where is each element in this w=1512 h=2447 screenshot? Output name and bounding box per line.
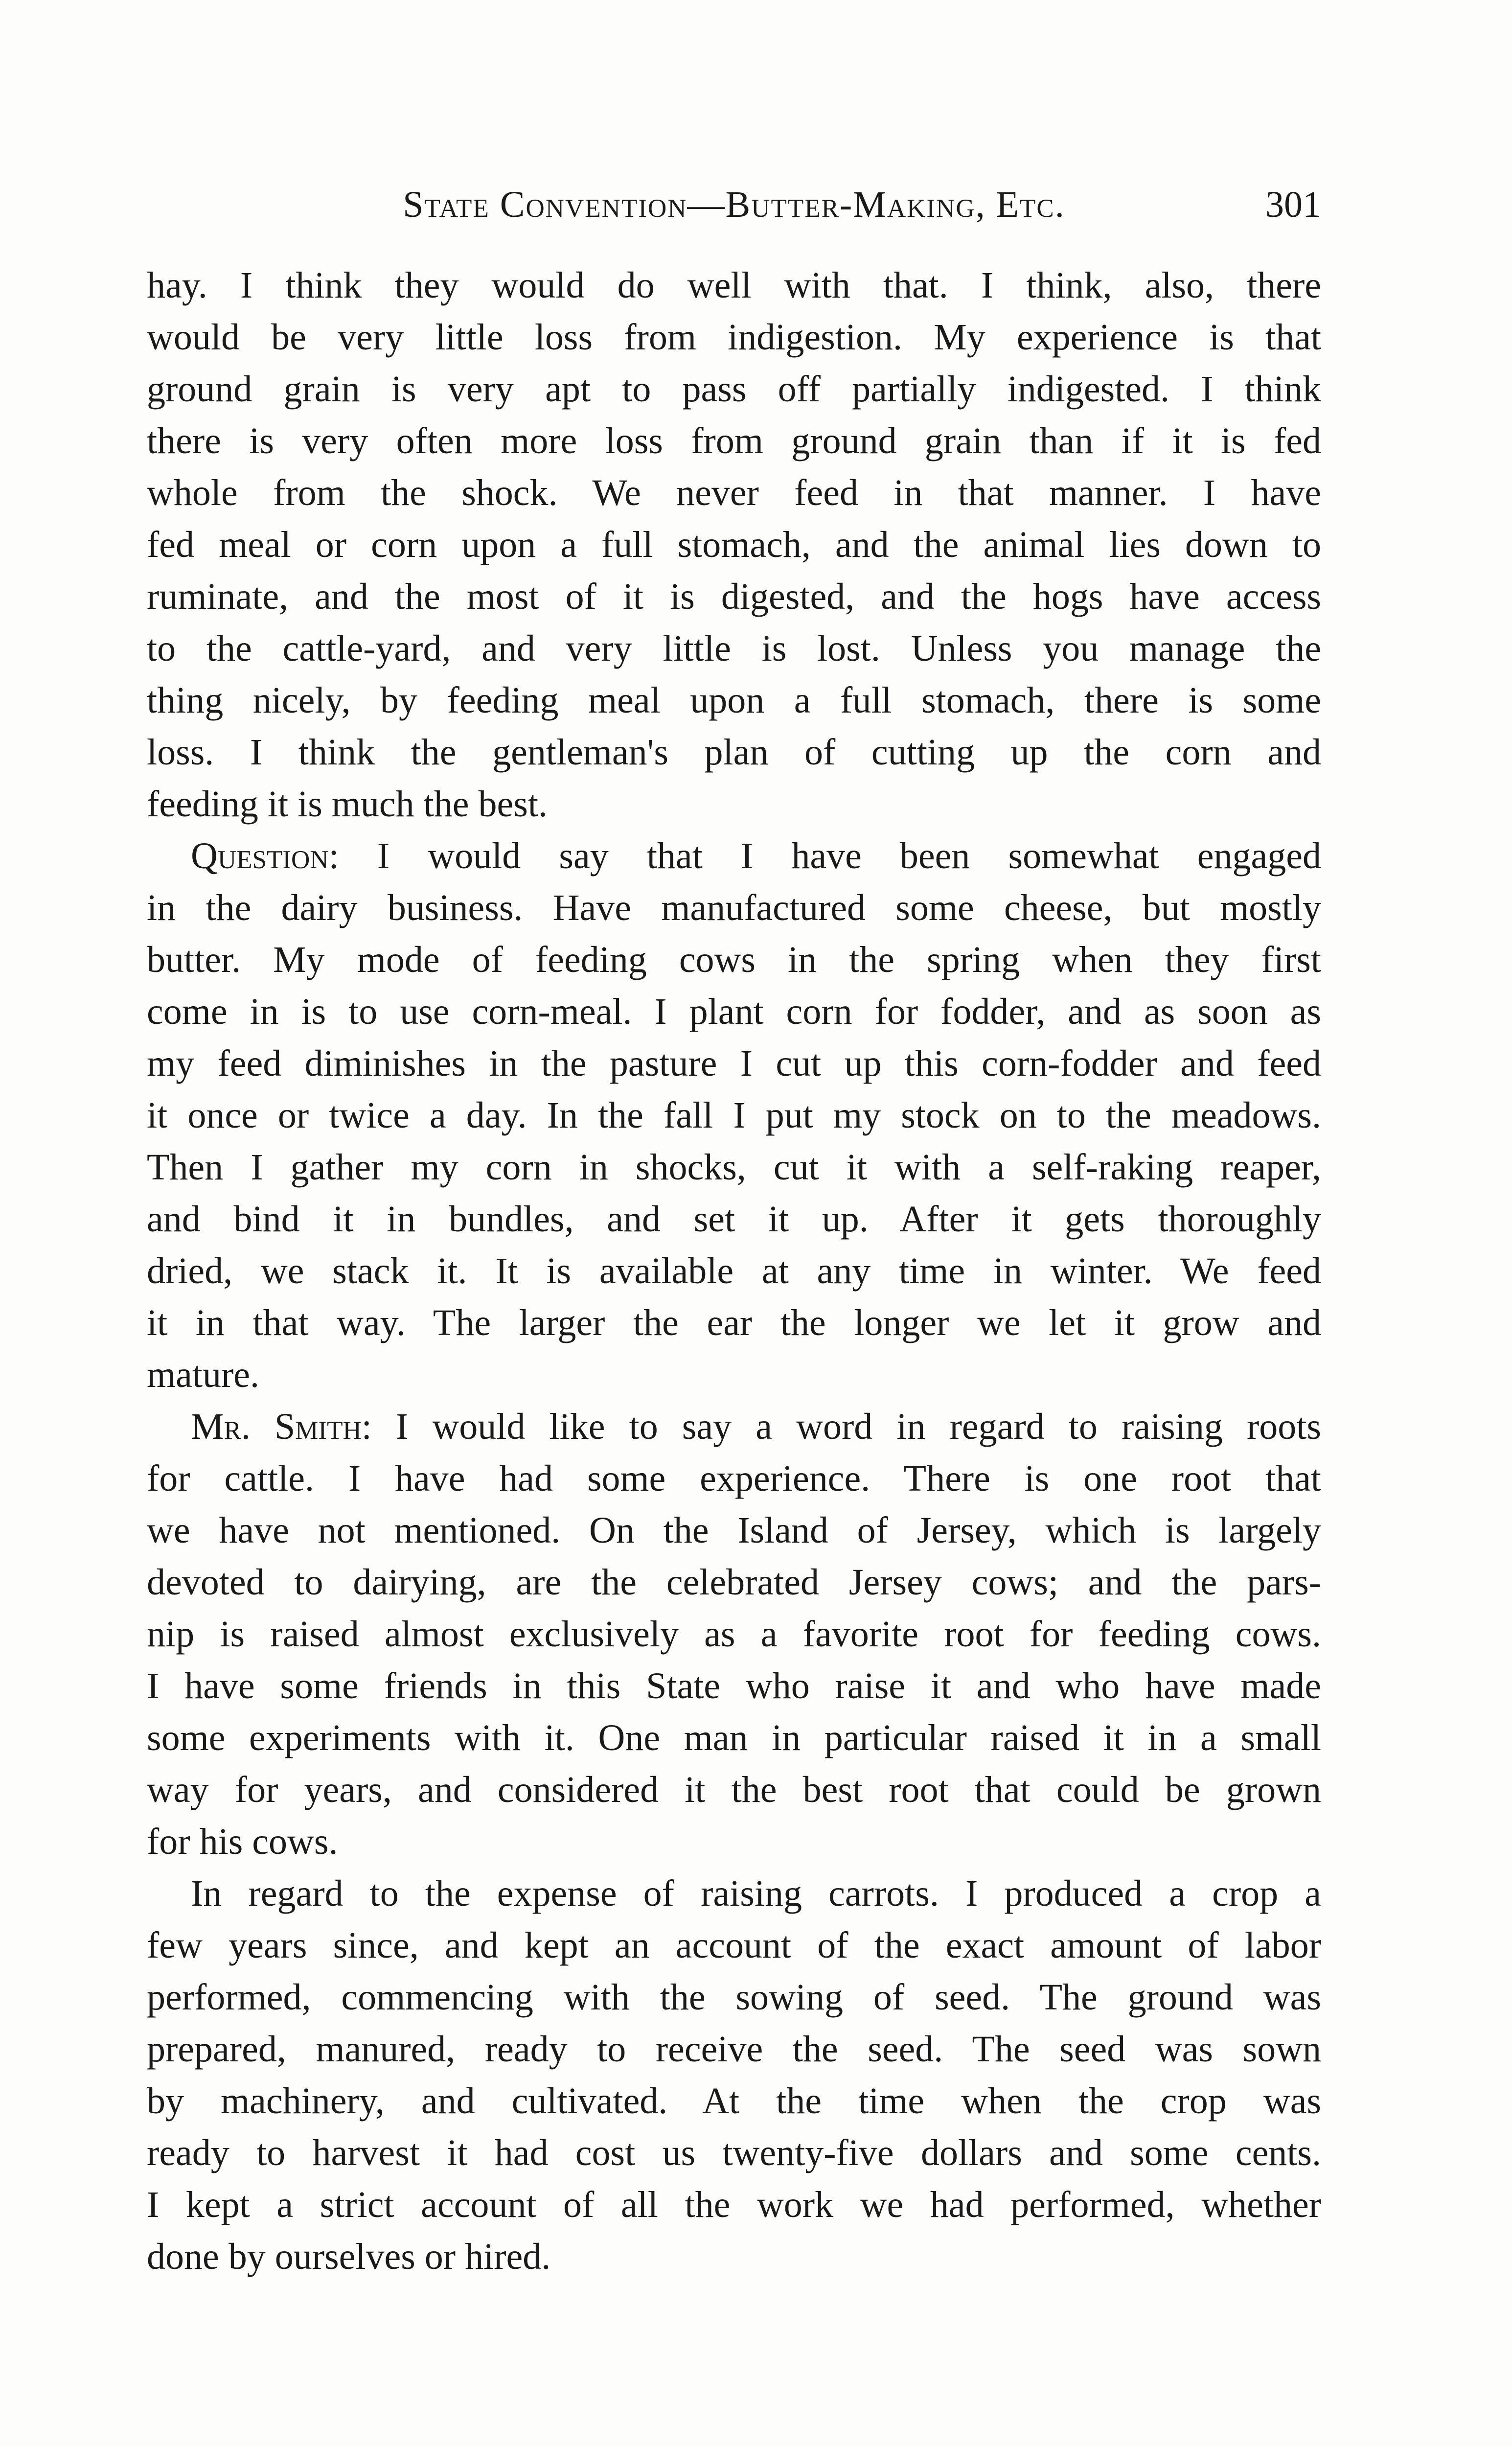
paragraph-3 — [147, 1401, 1321, 1868]
text-line: way for years, and considered it the best root that could be grown — [147, 1769, 1321, 1810]
paragraph-2 — [147, 830, 1321, 1401]
text-line: would be very little loss from indigestion. My experience is that — [147, 317, 1321, 358]
text-line: thing nicely, by feeding meal upon a full stomach, there is some — [147, 680, 1321, 721]
text-line: by machinery, and cultivated. At the time when the crop was — [147, 2080, 1321, 2122]
first-line-text: : I would like to say a word in regard to raising roots — [361, 1406, 1321, 1447]
text-line: to the cattle-yard, and very little is lost. Unless you manage the — [147, 628, 1321, 669]
text-line: performed, commencing with the sowing of seed. The ground was — [147, 1977, 1321, 2018]
text-line: In regard to the expense of raising carrots. I produced a crop a — [191, 1873, 1321, 1914]
text-line: butter. My mode of feeding cows in the spring when they first — [147, 939, 1321, 980]
text-line: it in that way. The larger the ear the longer we let it grow and — [147, 1302, 1321, 1343]
text-line: and bind it in bundles, and set it up. After it gets thoroughly — [147, 1199, 1321, 1240]
text-line: feeding it is much the best. — [147, 784, 548, 825]
text-line: mature. — [147, 1354, 260, 1395]
text-line: we have not mentioned. On the Island of Jersey, which is largely — [147, 1510, 1321, 1551]
text-line: my feed diminishes in the pasture I cut up this corn-fodder and feed — [147, 1043, 1321, 1084]
speaker-name: Question — [191, 835, 329, 877]
text-line: whole from the shock. We never feed in that manner. I have — [147, 472, 1321, 513]
text-line: Then I gather my corn in shocks, cut it with a self-raking reaper, — [147, 1147, 1321, 1188]
text-line: devoted to dairying, are the celebrated Jersey cows; and the pars- — [147, 1562, 1321, 1603]
text-line: few years since, and kept an account of the exact amount of labor — [147, 1925, 1321, 1966]
running-title: State Convention—Butter-Making, Etc. — [403, 184, 1065, 225]
text-line: ready to harvest it had cost us twenty-five dollars and some cents. — [147, 2132, 1321, 2173]
text-line: fed meal or corn upon a full stomach, and the animal lies down to — [147, 524, 1321, 565]
text-line: I kept a strict account of all the work we had performed, whether — [147, 2184, 1321, 2225]
first-line-text: : I would say that I have been somewhat engaged — [328, 835, 1321, 877]
text-line: there is very often more loss from ground grain than if it is fed — [147, 420, 1321, 462]
page-number: 301 — [1265, 184, 1321, 225]
text-line: nip is raised almost exclusively as a favorite root for feeding cows. — [147, 1614, 1321, 1655]
speaker-name: Mr. Smith — [191, 1406, 362, 1447]
text-line: in the dairy business. Have manufactured some cheese, but mostly — [147, 887, 1321, 928]
paragraph-4 — [147, 1868, 1321, 2283]
text-line: dried, we stack it. It is available at any time in winter. We feed — [147, 1250, 1321, 1292]
text-line: some experiments with it. One man in particular raised it in a small — [147, 1717, 1321, 1758]
text-line-first — [147, 830, 1321, 882]
text-line: for cattle. I have had some experience. There is one root that — [147, 1458, 1321, 1499]
text-line-first — [147, 1401, 1321, 1453]
text-line: prepared, manured, ready to receive the seed. The seed was sown — [147, 2029, 1321, 2070]
text-line: ruminate, and the most of it is digested, and the hogs have access — [147, 576, 1321, 617]
running-header — [147, 179, 1321, 232]
text-line: hay. I think they would do well with that. I think, also, there — [147, 265, 1321, 306]
body-text — [147, 259, 1321, 2283]
text-line: ground grain is very apt to pass off partially indigested. I think — [147, 369, 1321, 410]
paragraph-1 — [147, 259, 1321, 830]
text-line: come in is to use corn-meal. I plant corn for fodder, and as soon as — [147, 991, 1321, 1032]
text-line: it once or twice a day. In the fall I put my stock on to the meadows. — [147, 1095, 1321, 1136]
text-line: I have some friends in this State who raise it and who have made — [147, 1665, 1321, 1707]
text-line: for his cows. — [147, 1821, 338, 1862]
text-line: done by ourselves or hired. — [147, 2236, 551, 2277]
text-line: loss. I think the gentleman's plan of cutting up the corn and — [147, 732, 1321, 773]
